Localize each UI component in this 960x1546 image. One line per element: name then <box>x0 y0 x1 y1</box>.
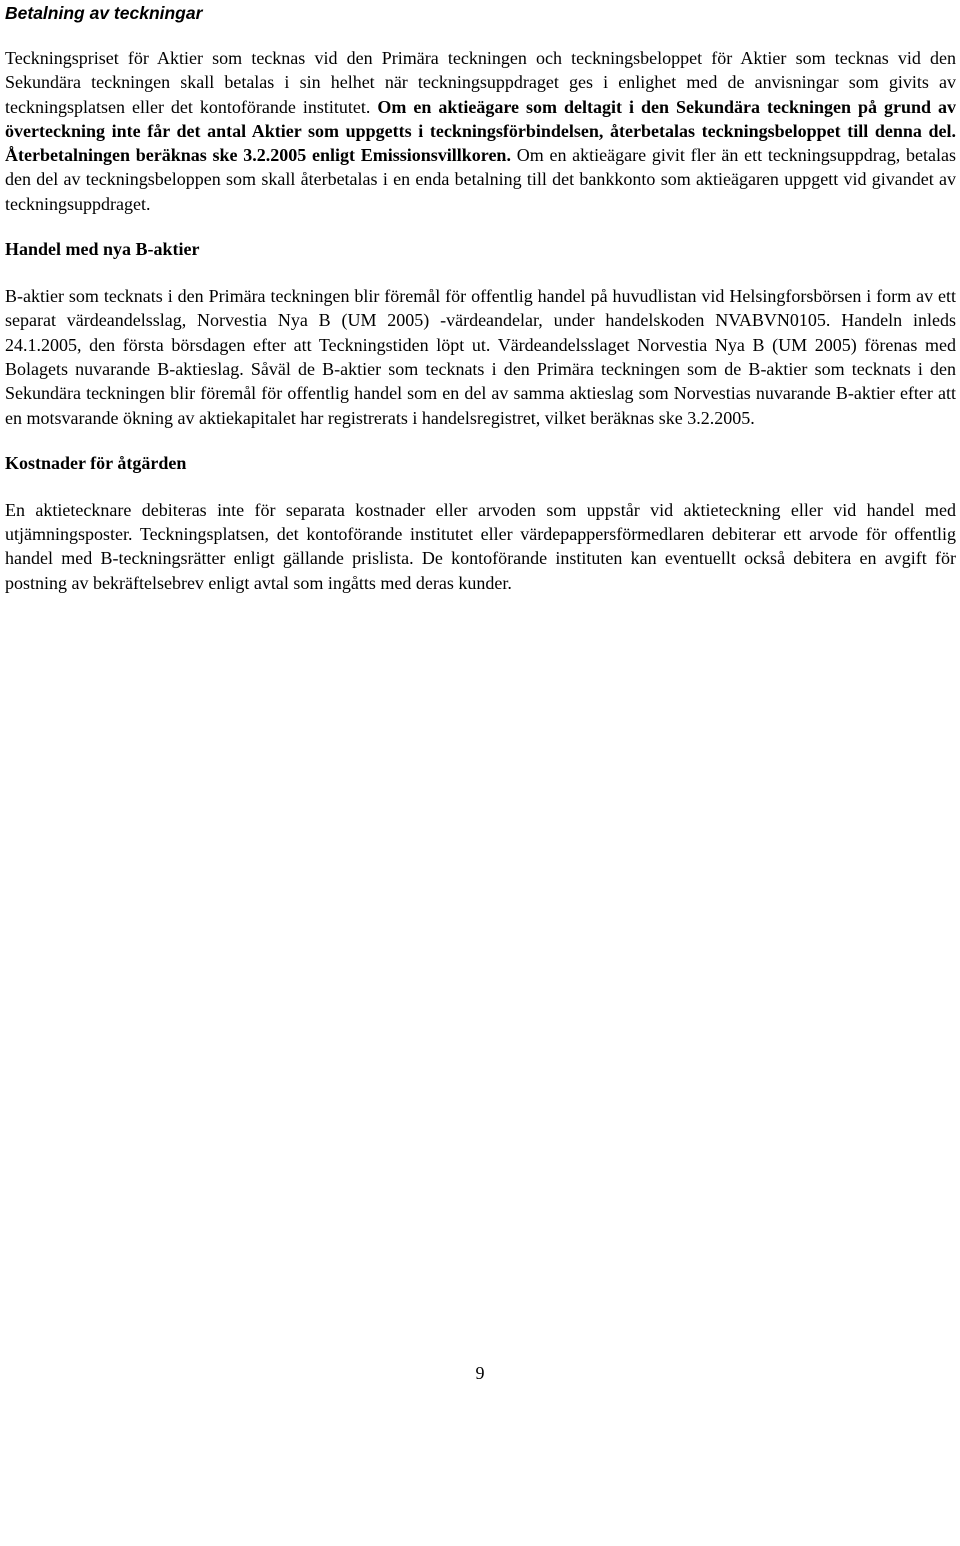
heading-handel: Handel med nya B-aktier <box>5 239 200 260</box>
document-page <box>5 0 956 595</box>
heading-betalning: Betalning av teckningar <box>5 3 203 23</box>
paragraph-betalning <box>5 46 956 216</box>
paragraph-betalning-end: Om en aktieägare givit fler än ett teckningsuppdrag, betalas den del av teckningsbeloppen som skall återbetalas i en enda betalning till det bankkonto som aktieägaren uppgett vid givandet av teckningsuppdraget. <box>5 145 957 214</box>
paragraph-handel: B-aktier som tecknats i den Primära teckningen blir föremål för offentlig handel på huvudlistan vid Helsingforsbörsen i form av ett separat värdeandelsslag, Norvestia Nya B (UM 2005) -värdeandelar, under handelskoden NVABVN0105. Handeln inleds 24.1.2005, den första börsdagen efter att Teckningstiden löpt ut. Värdeandelsslaget Norvestia Nya B (UM 2005) förenas med Bolagets nuvarande B-aktieslag. Såväl de B-aktier som tecknats i den Primära teckningen som de B-aktier som tecknats i den Sekundära teckningen blir föremål för offentlig handel som en del av samma aktieslag som Norvestias nuvarande B-aktier efter att en motsvarande ökning av aktiekapitalet har registrerats i handelsregistret, vilket beräknas ske 3.2.2005. <box>5 286 956 428</box>
page-number: 9 <box>475 1363 485 1383</box>
paragraph-betalning-intro: Teckningspriset för Aktier som tecknas vid den Primära teckningen och teckningsbeloppet för Aktier som tecknas vid den Sekundära teckningen skall betalas i sin helhet när teckningsuppdraget ges i enlighet med de anvisningar som givits av teckningsplatsen eller det kontoförande institutet. <box>5 48 956 117</box>
paragraph-kostnader: En aktietecknare debiteras inte för separata kostnader eller arvoden som uppstår vid aktieteckning eller vid handel med utjämningsposter. Teckningsplatsen, det kontoförande institutet eller värdepappersförmedlaren debiterar ett arvode för offentlig handel med B-teckningsrätter enligt gällande prislista. De kontoförande instituten kan eventuellt också debitera en avgift för postning av bekräftelsebrev enligt avtal som ingåtts med deras kunder. <box>5 499 956 593</box>
paragraph-betalning-bold: Om en aktieägare som deltagit i den Sekundära teckningen på grund av överteckning inte får det antal Aktier som uppgetts i teckningsförbindelsen, återbetalas teckningsbeloppet till denna del. Återbetalningen beräknas ske 3.2.2005 enligt Emissionsvillkoren. <box>5 96 957 166</box>
heading-kostnader: Kostnader för åtgärden <box>5 452 187 473</box>
